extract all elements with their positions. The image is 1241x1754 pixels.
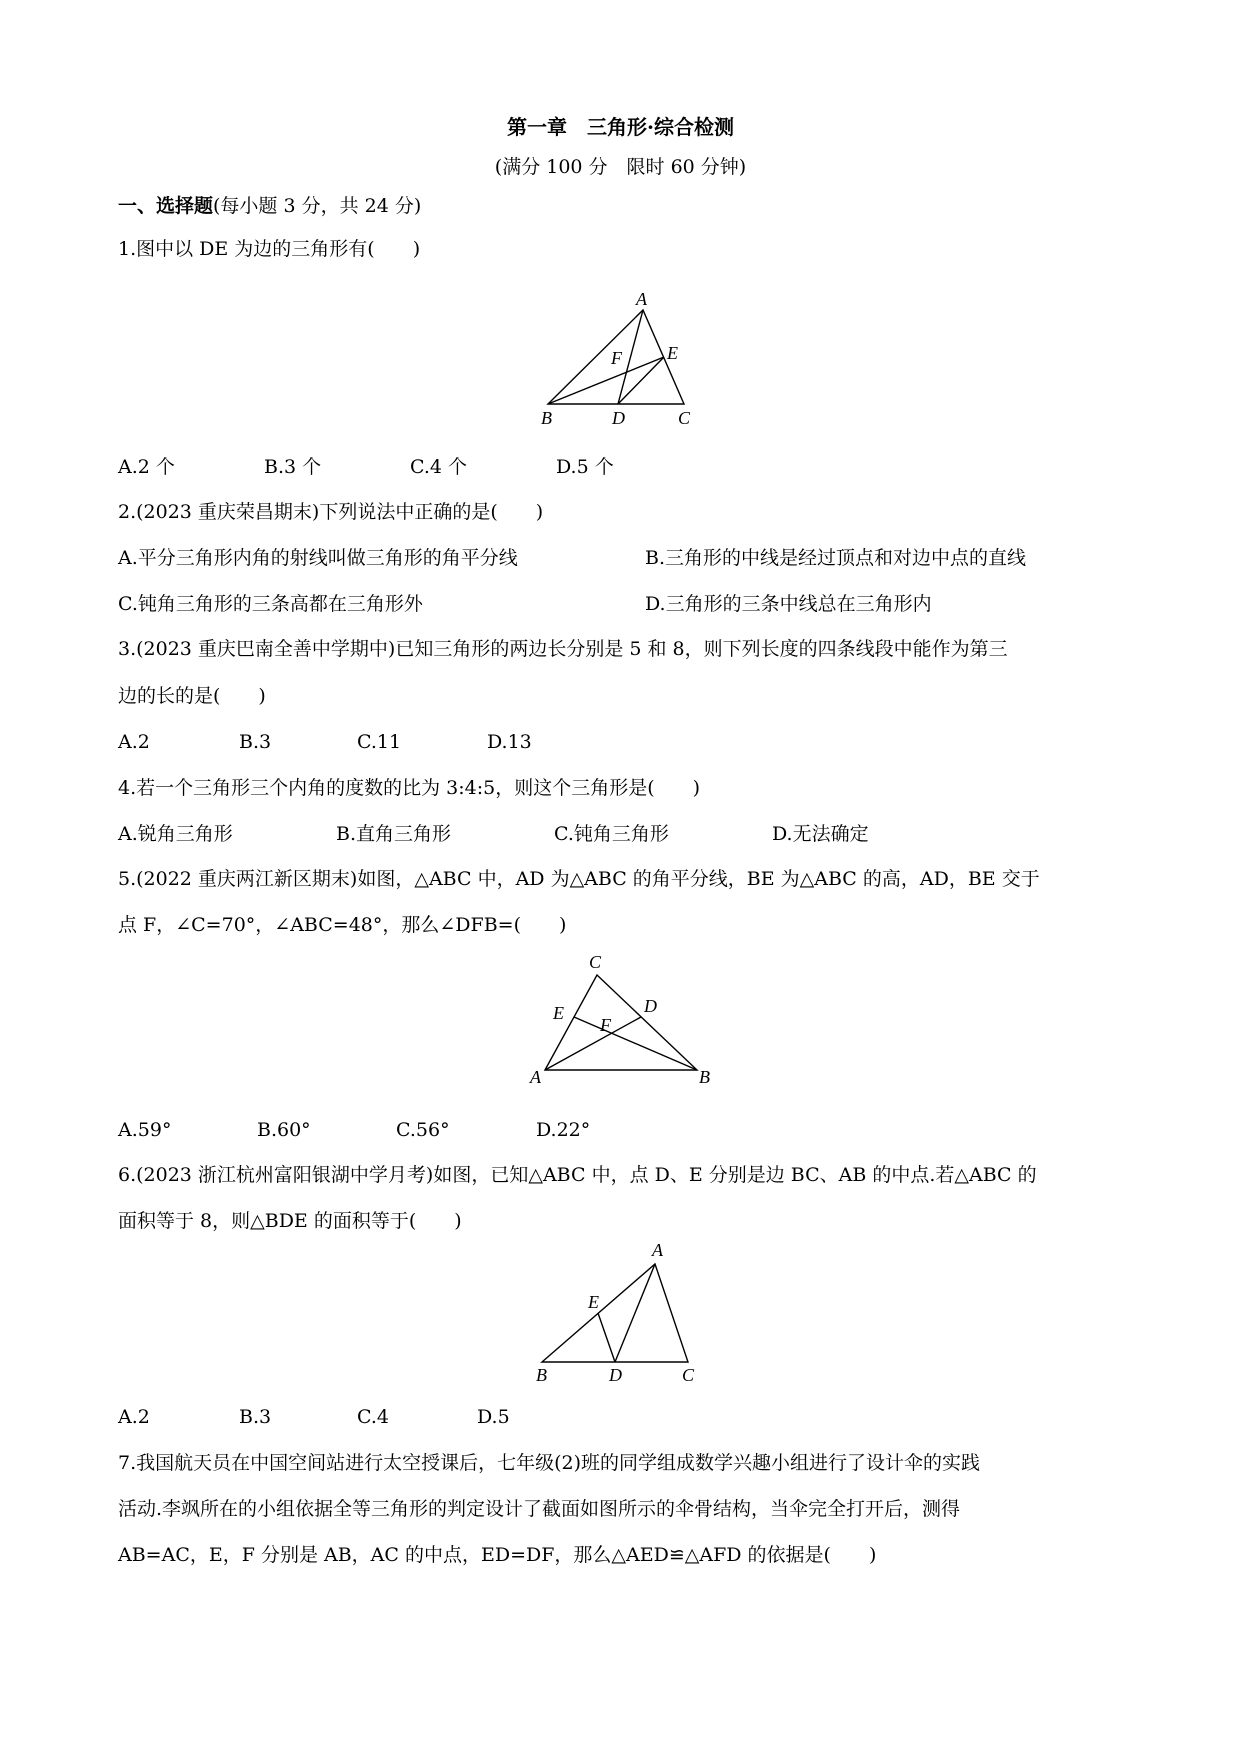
q5-option-b[interactable]: B.60°	[257, 1119, 311, 1141]
section-note: (每小题 3 分，共 24 分)	[213, 195, 422, 217]
label-c: C	[682, 1365, 695, 1385]
label-e: E	[588, 1292, 599, 1312]
label-f: F	[611, 348, 622, 368]
question-1-stem: 1.图中以 DE 为边的三角形有( )	[118, 238, 421, 260]
label-a: A	[530, 1067, 541, 1087]
section-heading	[118, 194, 421, 218]
question-5-stem-line1: 5.(2022 重庆两江新区期末)如图，△ABC 中，AD 为△ABC 的角平分线，BE 为△ABC 的高，AD，BE 交于	[118, 868, 1040, 890]
question-1-figure	[540, 290, 700, 430]
triangle-abc-outline	[545, 975, 697, 1070]
q4-option-c[interactable]: C.钝角三角形	[554, 823, 669, 845]
question-5-figure	[525, 950, 725, 1095]
q6-option-b[interactable]: B.3	[239, 1406, 272, 1428]
label-a: A	[652, 1240, 663, 1260]
question-7-stem-line2: 活动.李飒所在的小组依据全等三角形的判定设计了截面如图所示的伞骨结构，当伞完全打开后，测得	[118, 1498, 961, 1520]
label-b: B	[536, 1365, 547, 1385]
q1-option-b[interactable]: B.3 个	[264, 456, 322, 478]
q2-option-c[interactable]: C.钝角三角形的三条高都在三角形外	[118, 593, 423, 615]
label-d: D	[609, 1365, 622, 1385]
label-b: B	[699, 1067, 710, 1087]
q3-option-d[interactable]: D.13	[487, 731, 532, 753]
question-6-stem-line2: 面积等于 8，则△BDE 的面积等于( )	[118, 1210, 462, 1232]
q6-option-d[interactable]: D.5	[477, 1406, 510, 1428]
question-3-stem-line2: 边的长的是( )	[118, 685, 266, 707]
q5-option-a[interactable]: A.59°	[118, 1119, 172, 1141]
question-6-stem-line1: 6.(2023 浙江杭州富阳银湖中学月考)如图，已知△ABC 中，点 D、E 分别是边 BC、AB 的中点.若△ABC 的	[118, 1164, 1037, 1186]
q1-option-d[interactable]: D.5 个	[556, 456, 614, 478]
section-title: 一、选择题	[118, 195, 214, 217]
segment-de	[598, 1313, 615, 1362]
question-4-stem: 4.若一个三角形三个内角的度数的比为 3:4:5，则这个三角形是( )	[118, 777, 701, 799]
label-e: E	[667, 343, 678, 363]
q4-option-b[interactable]: B.直角三角形	[336, 823, 452, 845]
q3-option-c[interactable]: C.11	[357, 731, 402, 753]
question-2-stem: 2.(2023 重庆荣昌期末)下列说法中正确的是( )	[118, 501, 544, 523]
question-3-stem-line1: 3.(2023 重庆巴南全善中学期中)已知三角形的两边长分别是 5 和 8，则下列长度的四条线段中能作为第三	[118, 638, 1008, 660]
question-7-stem-line3: AB=AC，E，F 分别是 AB，AC 的中点，ED=DF，那么△AED≌△AFD 的依据是( )	[118, 1544, 877, 1566]
q6-option-c[interactable]: C.4	[357, 1406, 389, 1428]
question-6-figure	[530, 1240, 710, 1385]
q5-option-c[interactable]: C.56°	[396, 1119, 450, 1141]
triangle-abc-outline	[542, 1264, 688, 1362]
question-5-stem-line2: 点 F，∠C=70°，∠ABC=48°，那么∠DFB=( )	[118, 914, 567, 936]
label-f: F	[600, 1015, 611, 1035]
q3-option-a[interactable]: A.2	[118, 731, 150, 753]
label-a: A	[636, 290, 647, 309]
q3-option-b[interactable]: B.3	[239, 731, 272, 753]
question-7-stem-line1: 7.我国航天员在中国空间站进行太空授课后，七年级(2)班的同学组成数学兴趣小组进行了设计伞的实践	[118, 1452, 981, 1474]
q2-option-d[interactable]: D.三角形的三条中线总在三角形内	[645, 593, 932, 615]
label-c: C	[589, 952, 602, 972]
q1-option-a[interactable]: A.2 个	[118, 456, 175, 478]
segment-ad	[615, 1264, 655, 1362]
q2-option-a[interactable]: A.平分三角形内角的射线叫做三角形的角平分线	[118, 547, 518, 569]
q2-option-b[interactable]: B.三角形的中线是经过顶点和对边中点的直线	[645, 547, 1027, 569]
label-b: B	[541, 408, 552, 428]
q4-option-a[interactable]: A.锐角三角形	[118, 823, 233, 845]
q5-option-d[interactable]: D.22°	[536, 1119, 591, 1141]
label-d: D	[644, 996, 657, 1016]
segment-be	[548, 357, 664, 404]
q1-option-c[interactable]: C.4 个	[410, 456, 468, 478]
label-c: C	[678, 408, 691, 428]
page-subtitle: (满分 100 分 限时 60 分钟)	[494, 156, 747, 178]
label-d: D	[612, 408, 625, 428]
label-e: E	[553, 1003, 564, 1023]
q6-option-a[interactable]: A.2	[118, 1406, 150, 1428]
page-title: 第一章 三角形·综合检测	[507, 115, 734, 139]
q4-option-d[interactable]: D.无法确定	[772, 823, 869, 845]
